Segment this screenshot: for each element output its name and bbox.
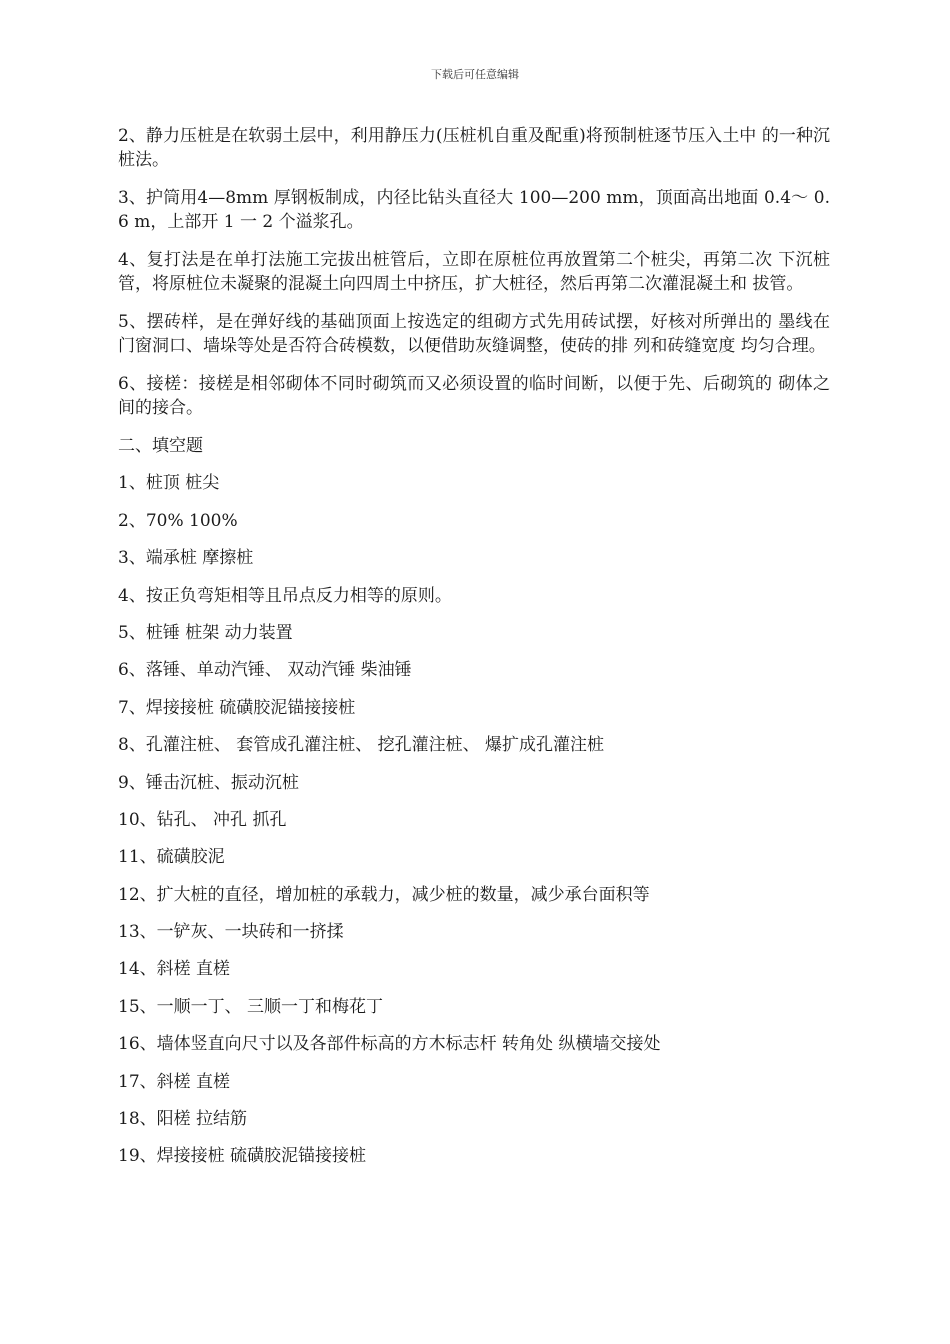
answer-item: 15、一顺一丁、 三顺一丁和梅花丁 bbox=[118, 996, 384, 1017]
definition-paragraph: 4、复打法是在单打法施工完拔出桩管后，立即在原桩位再放置第二个桩尖，再第二次 下沉桩管，将原桩位未凝聚的混凝土向四周土中挤压，扩大桩径，然后再第二次灌混凝土和 拔管。 bbox=[118, 250, 830, 294]
page-header: 下载后可任意编辑 bbox=[431, 68, 519, 81]
answer-item: 10、钻孔、 冲孔 抓孔 bbox=[118, 809, 287, 830]
answer-item: 5、桩锤 桩架 动力装置 bbox=[118, 622, 293, 643]
answer-item: 7、焊接接桩 硫磺胶泥锚接接桩 bbox=[118, 697, 356, 718]
answer-item: 18、阳槎 拉结筋 bbox=[118, 1109, 248, 1130]
answer-item: 14、斜槎 直槎 bbox=[118, 959, 231, 980]
answer-item: 13、一铲灰、一块砖和一挤揉 bbox=[118, 922, 344, 943]
answer-item: 3、端承桩 摩擦桩 bbox=[118, 548, 254, 569]
answer-item: 17、斜槎 直槎 bbox=[118, 1071, 231, 1092]
answer-item: 11、硫磺胶泥 bbox=[118, 847, 225, 868]
answer-item: 1、桩顶 桩尖 bbox=[118, 473, 220, 494]
answer-item: 6、落锤、单动汽锤、 双动汽锤 柴油锤 bbox=[118, 660, 412, 681]
definition-paragraph: 6、接槎：接槎是相邻砌体不同时砌筑而又必须设置的临时间断，以便于先、后砌筑的 砌体之间的接合。 bbox=[118, 374, 830, 418]
answer-item: 9、锤击沉桩、振动沉桩 bbox=[118, 772, 299, 793]
definition-paragraph: 2、静力压桩是在软弱土层中，利用静压力(压桩机自重及配重)将预制桩逐节压入土中 的一种沉桩法。 bbox=[118, 126, 830, 170]
definition-paragraph: 3、护筒用4—8mm 厚钢板制成，内径比钻头直径大 100—200 mm，顶面高出地面 0.4～ 0.6 m，上部开 1 一 2 个溢浆孔。 bbox=[118, 188, 830, 232]
answer-item: 16、墙体竖直向尺寸以及各部件标高的方木标志杆 转角处 纵横墙交接处 bbox=[118, 1034, 661, 1055]
answer-item: 4、按正负弯矩相等且吊点反力相等的原则。 bbox=[118, 585, 452, 606]
definition-paragraph: 5、摆砖样，是在弹好线的基础顶面上按选定的组砌方式先用砖试摆，好核对所弹出的 墨线在门窗洞口、墙垛等处是否符合砖模数，以便借助灰缝调整，使砖的排 列和砖缝宽度 均匀合理。 bbox=[118, 312, 830, 356]
answer-item: 12、扩大桩的直径，增加桩的承载力，减少桩的数量，减少承台面积等 bbox=[118, 884, 650, 905]
answer-item: 8、孔灌注桩、 套管成孔灌注桩、 挖孔灌注桩、 爆扩成孔灌注桩 bbox=[118, 735, 605, 756]
section-title: 二、填空题 bbox=[118, 436, 203, 456]
answer-item: 2、70% 100% bbox=[118, 510, 238, 531]
document-body bbox=[118, 124, 830, 1182]
answer-item: 19、焊接接桩 硫磺胶泥锚接接桩 bbox=[118, 1146, 367, 1167]
